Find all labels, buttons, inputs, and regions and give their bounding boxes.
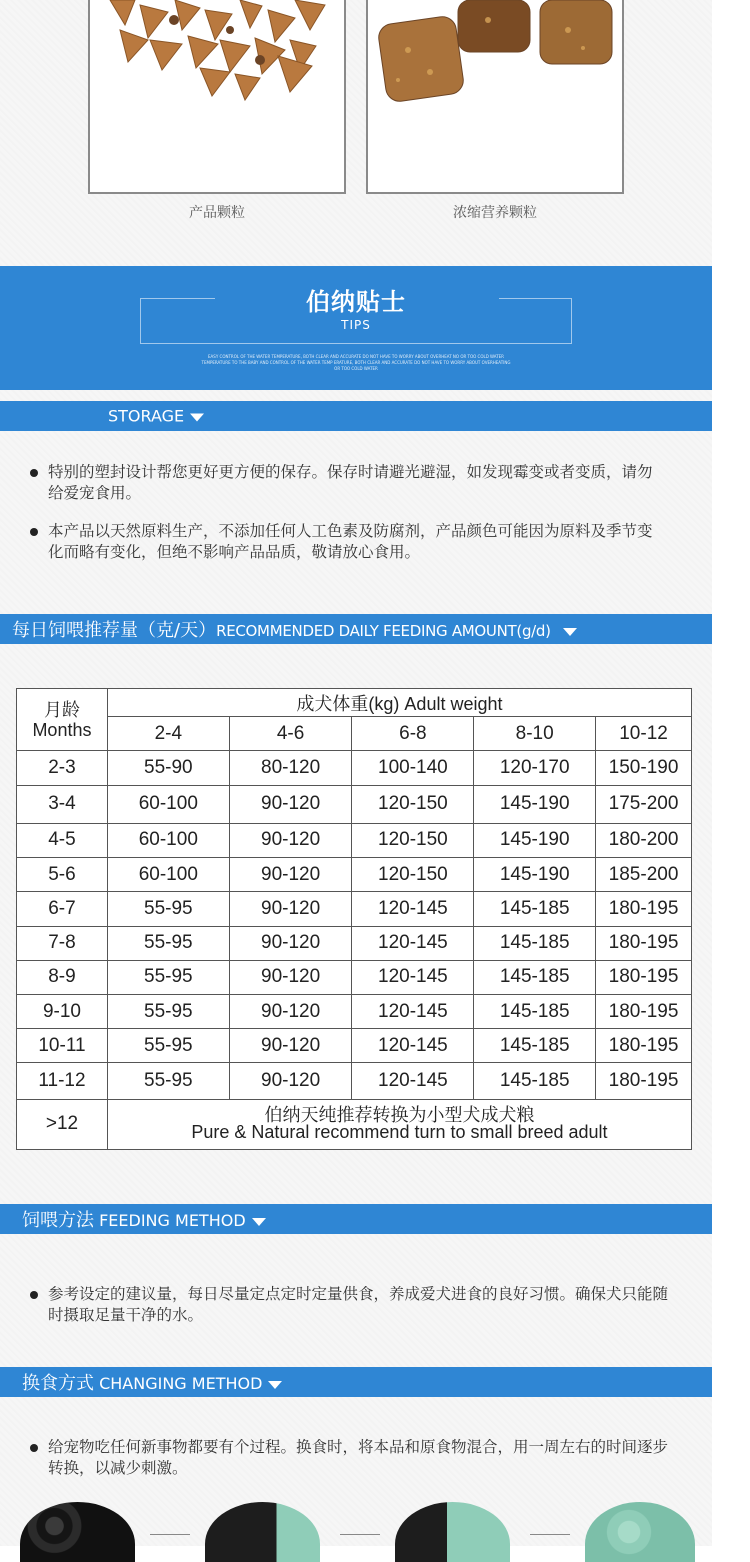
table-cell: 150-190 [596,751,692,785]
table-row-month: 8-9 [17,960,108,994]
table-cell: 100-140 [352,751,474,785]
table-row [17,1029,692,1063]
feeding-amount-heading-en: RECOMMENDED DAILY FEEDING AMOUNT(g/d) [216,622,551,640]
arrow-icon [150,1534,190,1535]
chevron-down-icon [190,413,204,421]
table-cell: 55-95 [107,994,229,1028]
feeding-method-bar [0,1204,712,1234]
table-cell: 180-195 [596,960,692,994]
table-row-month: 7-8 [17,926,108,960]
table-row [17,785,692,823]
table-cell: 90-120 [229,892,352,926]
bullet-icon [30,1291,38,1299]
storage-item-2: 本产品以天然原料生产，不添加任何人工色素及防腐剂，产品颜色可能因为原料及季节变化而略有变化，但绝不影响产品品质，敬请放心食用。 [48,521,658,563]
feeding-method-heading-en: FEEDING METHOD [99,1211,246,1230]
bullet-icon [30,528,38,536]
arrow-icon [530,1534,570,1535]
table-row [17,823,692,857]
changing-method-heading-en: CHANGING METHOD [99,1374,263,1393]
table-row [17,858,692,892]
adult-weight-header: 成犬体重(kg) Adult weight [107,689,691,717]
table-cell: 180-195 [596,926,692,960]
months-header: 月龄 Months [17,689,108,751]
weight-col-header: 10-12 [596,717,692,751]
table-cell: 145-190 [474,858,596,892]
table-cell: 120-145 [352,1029,474,1063]
feeding-method-text: 参考设定的建议量，每日尽量定点定时定量供食，养成爱犬进食的良好习惯。确保犬只能随时摄取足量干净的水。 [48,1284,668,1326]
table-cell: 145-185 [474,892,596,926]
bullet-icon [30,1444,38,1452]
table-cell: 120-145 [352,994,474,1028]
table-cell: 90-120 [229,926,352,960]
table-cell: 145-185 [474,960,596,994]
bullet-icon [30,469,38,477]
product-kibble-image [88,0,346,194]
table-row-month: 9-10 [17,994,108,1028]
table-cell: 90-120 [229,785,352,823]
chevron-down-icon [268,1381,282,1389]
table-cell: 180-195 [596,994,692,1028]
table-row [17,926,692,960]
table-cell: 120-150 [352,858,474,892]
table-cell: 80-120 [229,751,352,785]
table-cell: 55-95 [107,1063,229,1099]
table-cell: 90-120 [229,858,352,892]
chevron-down-icon [563,628,577,636]
table-cell: 120-145 [352,960,474,994]
table-cell: 185-200 [596,858,692,892]
changing-method-heading-cn: 换食方式 [22,1373,94,1394]
weight-col-header: 2-4 [107,717,229,751]
product-nutrition-image [366,0,624,194]
product-nutrition-caption: 浓缩营养颗粒 [453,205,537,221]
feeding-amount-bar [0,614,712,644]
adult-recommend-note: 伯纳天纯推荐转换为小型犬成犬粮 Pure & Natural recommend turn to small breed adult [107,1099,691,1149]
table-row-month: 4-5 [17,823,108,857]
table-cell: 55-95 [107,1029,229,1063]
table-cell: 55-90 [107,751,229,785]
product-kibble-caption: 产品颗粒 [189,205,245,221]
table-cell: 55-95 [107,892,229,926]
table-row-month: 10-11 [17,1029,108,1063]
storage-bar [0,401,712,431]
table-row [17,960,692,994]
weight-col-header: 4-6 [229,717,352,751]
table-cell: 145-185 [474,1063,596,1099]
arrow-icon [340,1534,380,1535]
table-row [17,751,692,785]
table-cell: 60-100 [107,858,229,892]
table-cell: 120-145 [352,1063,474,1099]
changing-method-bar [0,1367,712,1397]
table-cell: 90-120 [229,960,352,994]
table-cell: 145-185 [474,1029,596,1063]
tips-banner [0,266,712,390]
table-row [17,892,692,926]
table-row-month: 2-3 [17,751,108,785]
table-cell: 145-190 [474,823,596,857]
table-cell: 175-200 [596,785,692,823]
table-cell: 145-190 [474,785,596,823]
table-cell: 145-185 [474,926,596,960]
nutrition-cubes-illustration [368,0,624,194]
tips-title: 伯纳贴士 [306,288,406,316]
table-cell: 90-120 [229,823,352,857]
feeding-amount-heading-cn: 每日饲喂推荐量（克/天） [12,620,217,641]
kibble-triangles-illustration [90,0,346,194]
table-cell: 90-120 [229,1029,352,1063]
table-cell: 55-95 [107,960,229,994]
table-cell: 90-120 [229,994,352,1028]
storage-heading: STORAGE [108,406,185,426]
table-cell: 180-195 [596,1063,692,1099]
table-row-month: 5-6 [17,858,108,892]
table-cell: 120-170 [474,751,596,785]
table-cell: 60-100 [107,785,229,823]
table-row [17,1063,692,1099]
table-cell: 180-200 [596,823,692,857]
weight-col-header: 8-10 [474,717,596,751]
table-cell: 55-95 [107,926,229,960]
table-cell: 90-120 [229,1063,352,1099]
changing-method-text: 给宠物吃任何新事物都要有个过程。换食时，将本品和原食物混合，用一周左右的时间逐步转换，以减少刺激。 [48,1437,668,1479]
table-cell: 120-150 [352,785,474,823]
table-cell: 120-150 [352,823,474,857]
storage-item-1: 特别的塑封设计帮您更好更方便的保存。保存时请避光避湿，如发现霉变或者变质，请勿给爱宠食用。 [48,462,658,504]
feeding-table [16,688,692,1150]
right-margin [712,0,750,1546]
table-row-month: 11-12 [17,1063,108,1099]
table-row-month: 3-4 [17,785,108,823]
table-row-month: 6-7 [17,892,108,926]
weight-col-header: 6-8 [352,717,474,751]
table-cell: 180-195 [596,892,692,926]
feeding-method-heading-cn: 饲喂方法 [22,1210,94,1231]
feeding-table-body [17,751,692,1099]
table-cell: 145-185 [474,994,596,1028]
tips-subtitle: TIPS [341,318,371,332]
table-row [17,994,692,1028]
table-cell: 60-100 [107,823,229,857]
table-cell: 120-145 [352,926,474,960]
table-cell: 120-145 [352,892,474,926]
tips-fine-print: EASY CONTROL OF THE WATER TEMPERATURE, BOTH CLEAR AND ACCURATE DO NOT HAVE TO WORRY ABOUT OVERHEAT NO OR TOO COLD WATER TEMPERATURE TO THE BABY AND CONTROL OF THE WATER TEMP ERATURE, BOTH CLEAR AND ACCURATE DO NOT HAVE TO WORRY ABOUT OVERHEATING OR TOO COLD WATER [201,354,511,371]
chevron-down-icon [252,1218,266,1226]
table-cell: 180-195 [596,1029,692,1063]
table-row-month: >12 [17,1099,108,1149]
